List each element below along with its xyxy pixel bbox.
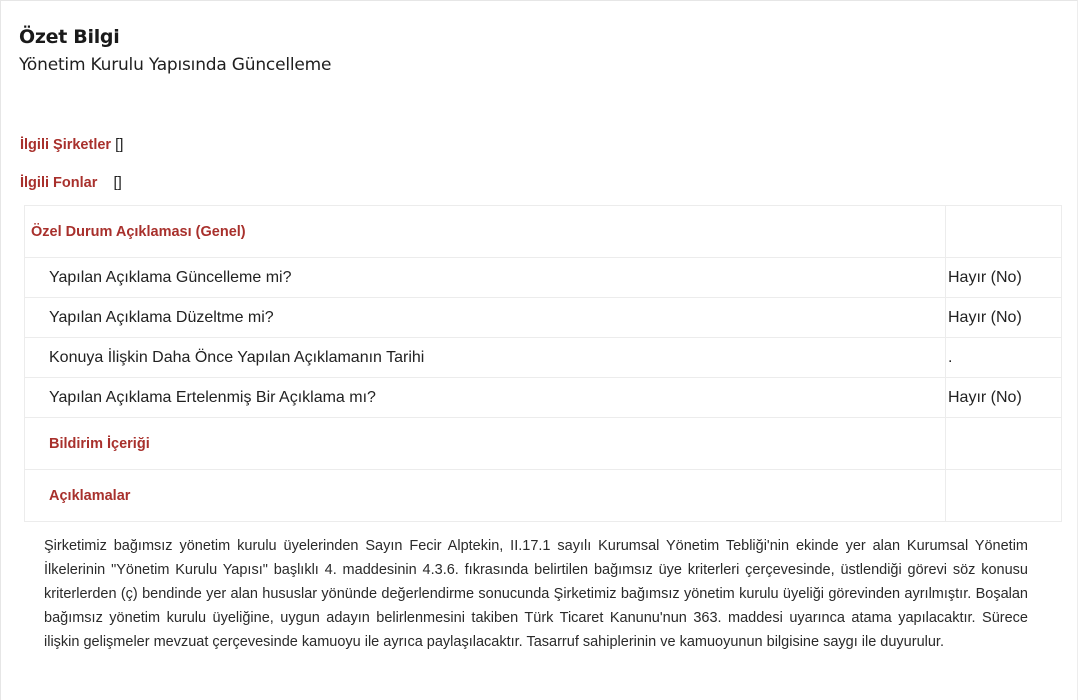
row-value: . [946, 338, 1062, 378]
section-header-row [25, 206, 1062, 258]
row-label: Yapılan Açıklama Düzeltme mi? [25, 298, 946, 338]
explanations-row [25, 470, 1062, 522]
related-funds [20, 174, 122, 191]
related-funds-label: İlgili Fonlar [20, 175, 98, 191]
section-value [946, 206, 1062, 258]
related-companies-label: İlgili Şirketler [20, 137, 112, 153]
explanation-body: Şirketimiz bağımsız yönetim kurulu üyelerinden Sayın Fecir Alptekin, II.17.1 sayılı Kurumsal Yönetim Tebliği'nin ekinde yer alan Kurumsal Yönetim İlkelerinin "Yönetim Kurulu Yapısı" başlıklı 4. maddesinin 4.3.6. fıkrasında belirtilen bağımsız üye kriterleri çerçevesinde, üstlendiği görevi söz konusu kriterlerden (ç) bendinde yer alan hususlar yönünde değerlendirme sonucunda Şirketimiz bağımsız yönetim kurulu üyeliği görevinden ayrılmıştır. Boşalan bağımsız yönetim kurulu üyeliğine, uygun adayın belirlenmesini takiben Türk Ticaret Kanunu'nun 363. maddesi uyarınca atama yapılacaktır. Sürece ilişkin gelişmeler mevzuat çerçevesinde kamuoyu ile ayrıca paylaşılacaktır. Tasarruf sahiplerinin ve kamuoyunun bilgisine saygı ile duyurulur. [44, 538, 1028, 650]
row-value: Hayır (No) [946, 258, 1062, 298]
table-row [25, 258, 1062, 298]
table-row [25, 378, 1062, 418]
page-title: Özet Bilgi [19, 26, 120, 48]
page-subtitle: Yönetim Kurulu Yapısında Güncelleme [19, 55, 332, 75]
row-label: Yapılan Açıklama Ertelenmiş Bir Açıklama mı? [25, 378, 946, 418]
notification-content-label: Bildirim İçeriği [25, 418, 946, 470]
table-row [25, 338, 1062, 378]
related-companies [20, 136, 123, 153]
related-funds-value: [] [113, 174, 122, 191]
row-label: Konuya İlişkin Daha Önce Yapılan Açıklamanın Tarihi [25, 338, 946, 378]
row-value: Hayır (No) [946, 378, 1062, 418]
row-label: Yapılan Açıklama Güncelleme mi? [25, 258, 946, 298]
related-companies-value: [] [115, 136, 124, 153]
disclosure-table [24, 205, 1062, 522]
row-value: Hayır (No) [946, 298, 1062, 338]
explanations-value [946, 470, 1062, 522]
notification-content-row [25, 418, 1062, 470]
table-row [25, 298, 1062, 338]
notification-content-value [946, 418, 1062, 470]
explanations-label: Açıklamalar [25, 470, 946, 522]
section-title: Özel Durum Açıklaması (Genel) [25, 206, 946, 258]
